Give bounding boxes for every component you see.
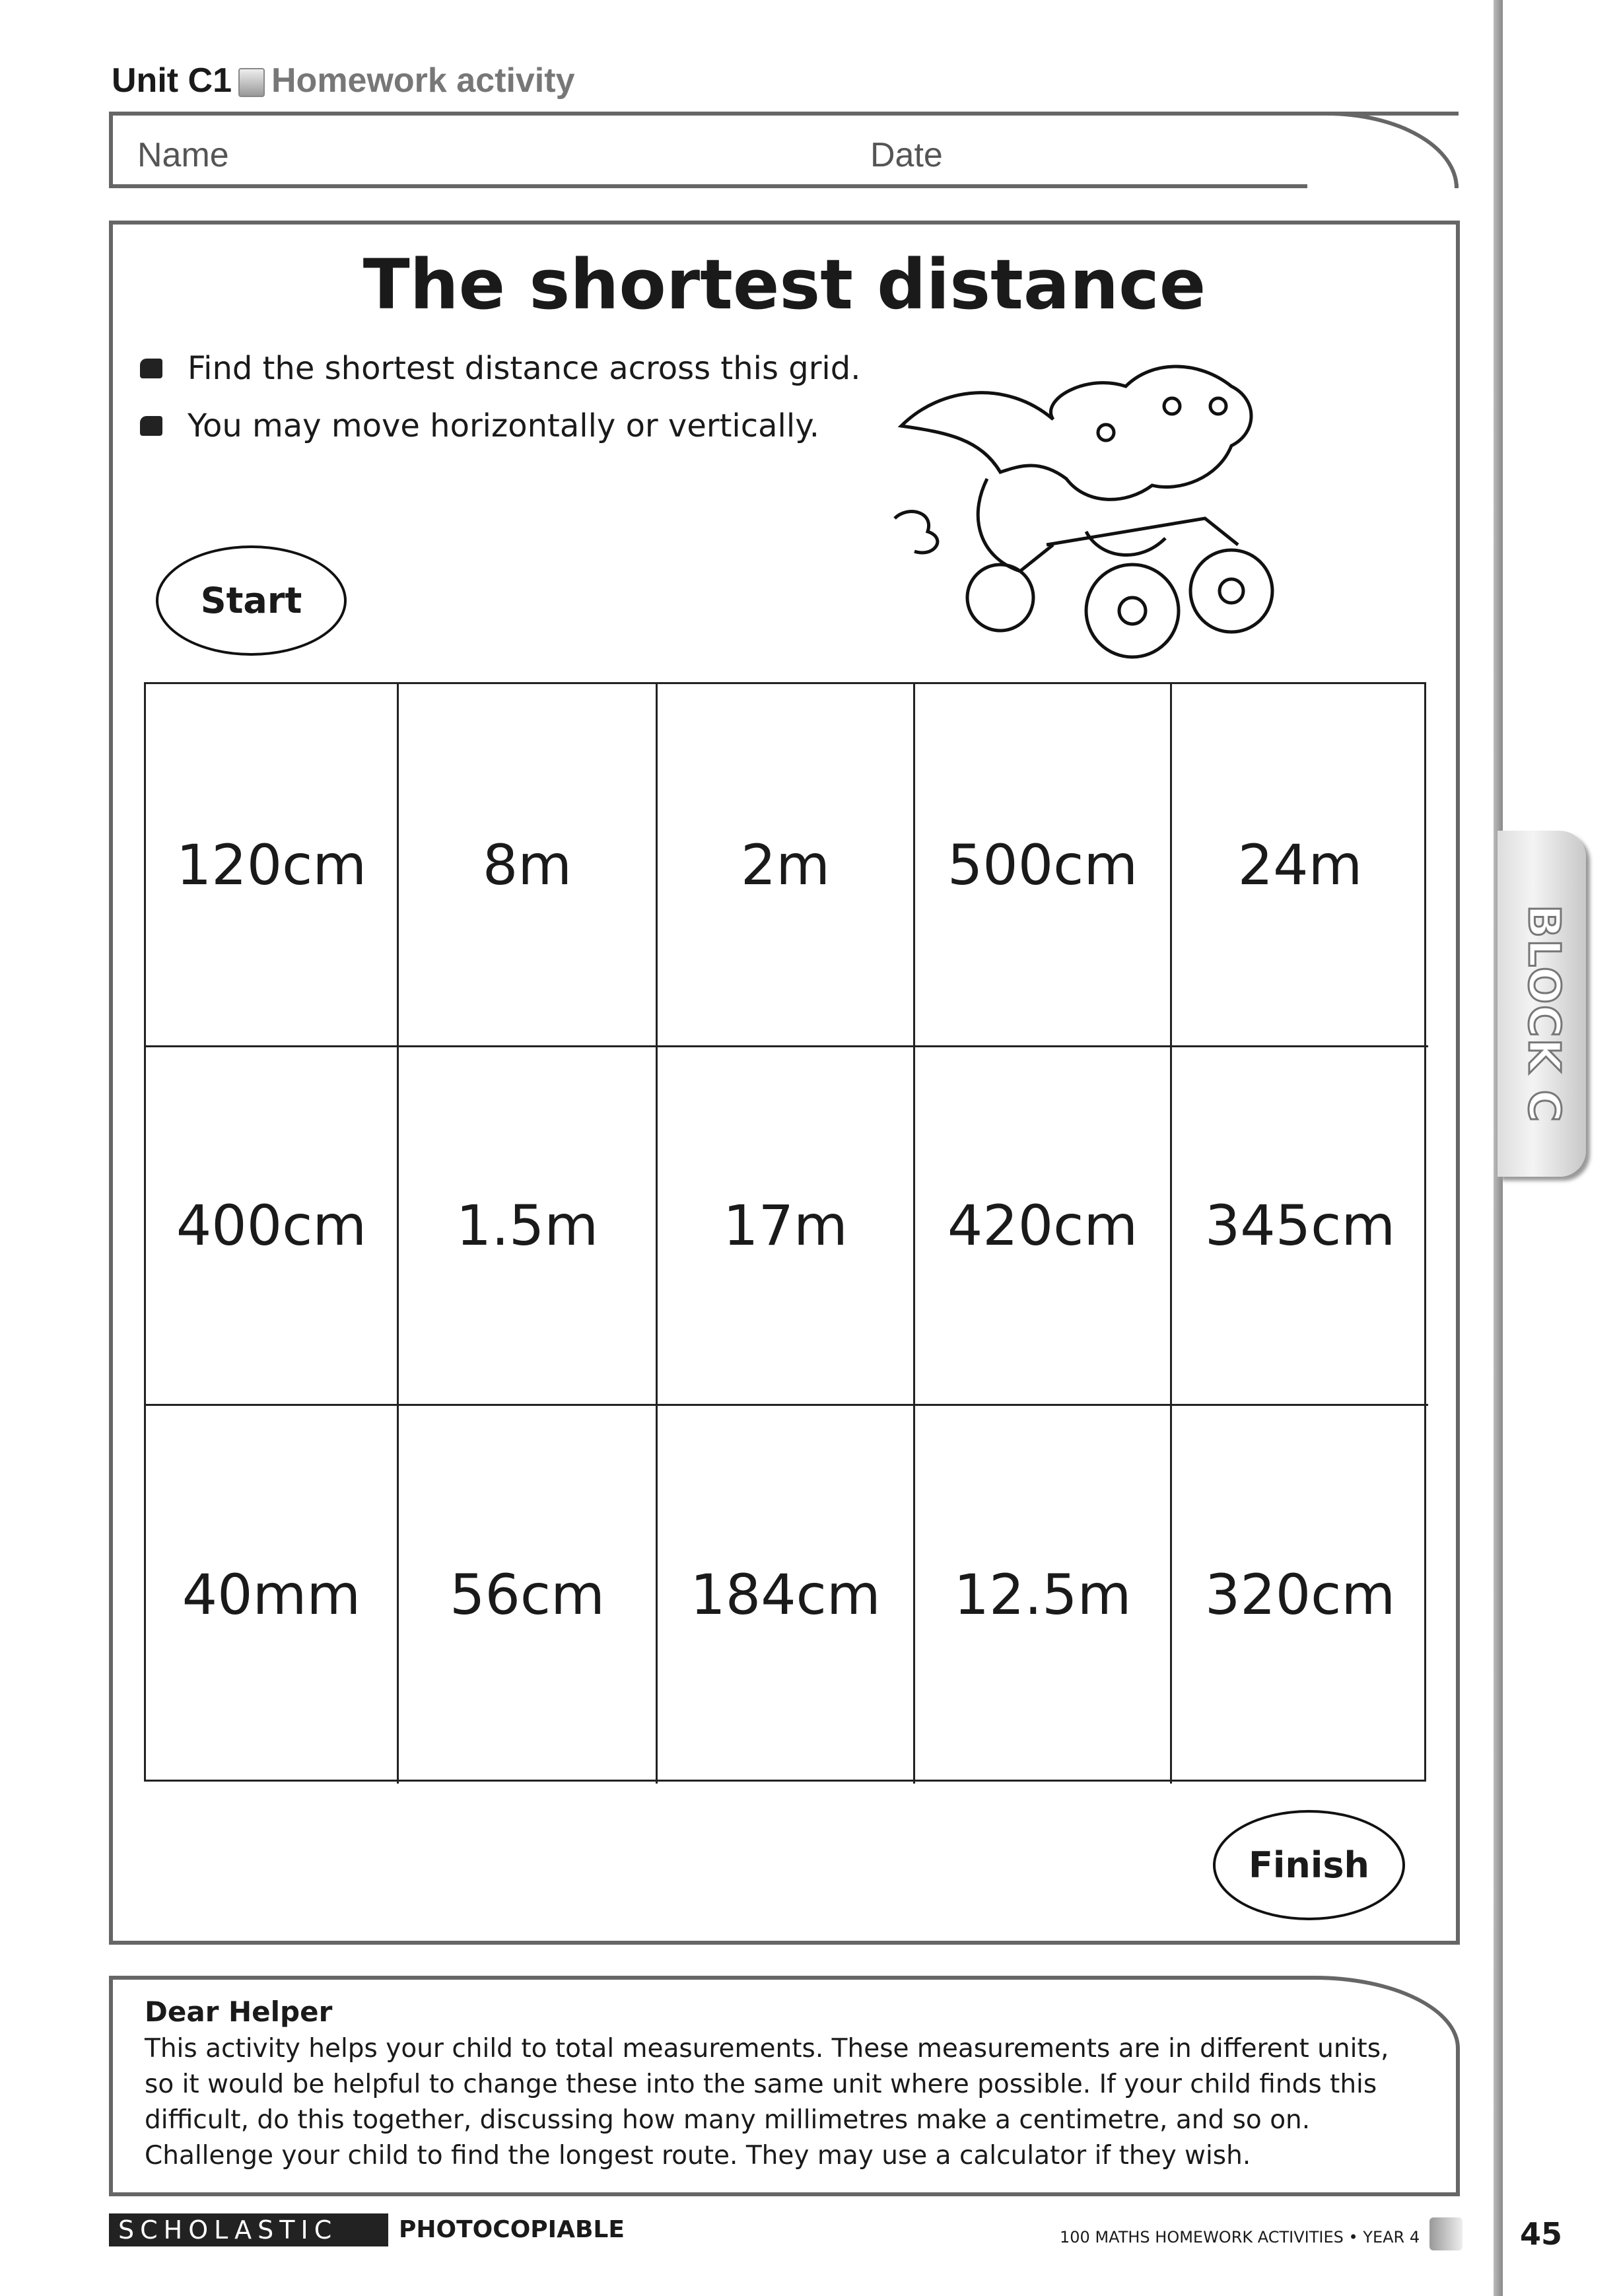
helper-text: This activity helps your child to total measurements. These measurements are in different units, so it would be helpful to change these into the same unit where possible. If your child finds this difficult, do this together, discussing how many millimetres make a centimetre, and so on. Challenge your child to find the longest route. They may use a calculator if they wish. (145, 2034, 1389, 2171)
unit-header (112, 61, 575, 100)
bullet-icon (140, 416, 162, 436)
cycling-animals-illustration (888, 347, 1297, 670)
date-field[interactable]: Date (870, 136, 943, 174)
grid-cell[interactable]: 420cm (915, 1047, 1172, 1406)
grid-cell[interactable]: 12.5m (915, 1406, 1172, 1784)
instruction-2: You may move horizontally or vertically. (140, 407, 819, 444)
series-title: 100 MATHS HOMEWORK ACTIVITIES • YEAR 4 (1060, 2228, 1420, 2246)
grid-cell[interactable]: 345cm (1172, 1047, 1428, 1406)
grid-cell[interactable]: 56cm (399, 1406, 658, 1784)
grid-cell[interactable]: 40mm (146, 1406, 399, 1784)
distance-grid (144, 682, 1426, 1782)
dear-helper-box (109, 1976, 1460, 2196)
grid-cell[interactable]: 400cm (146, 1047, 399, 1406)
grid-cell[interactable]: 1.5m (399, 1047, 658, 1406)
helper-heading: Dear Helper (145, 1996, 333, 2028)
instruction-1: Find the shortest distance across this grid. (140, 350, 860, 387)
finish-label: Finish (1213, 1810, 1405, 1920)
page-number: 45 (1520, 2216, 1563, 2252)
grid-cell[interactable]: 8m (399, 684, 658, 1047)
name-field[interactable]: Name (137, 136, 229, 174)
activity-label: Homework activity (271, 61, 575, 100)
bullet-icon (140, 359, 162, 378)
scholastic-logo: SCHOLASTIC (109, 2213, 388, 2246)
grid-cell[interactable]: 320cm (1204, 1562, 1396, 1627)
unit-label: Unit C1 (112, 61, 232, 100)
grid-cell[interactable]: 2m (658, 684, 915, 1047)
grid-cell[interactable]: 500cm (915, 684, 1172, 1047)
grid-cell[interactable]: 184cm (658, 1406, 915, 1784)
photocopiable-label: PHOTOCOPIABLE (399, 2216, 625, 2243)
grid-cell[interactable]: 120cm (146, 684, 399, 1047)
page-title: The shortest distance (362, 244, 1206, 325)
book-icon (1429, 2217, 1462, 2250)
block-tab-label: BLOCK C (1519, 905, 1569, 1124)
book-icon (238, 68, 265, 97)
name-date-box (109, 112, 1459, 188)
grid-cell[interactable]: 24m (1172, 684, 1428, 1047)
grid-cell[interactable]: 17m (658, 1047, 915, 1406)
start-label: Start (156, 545, 347, 656)
